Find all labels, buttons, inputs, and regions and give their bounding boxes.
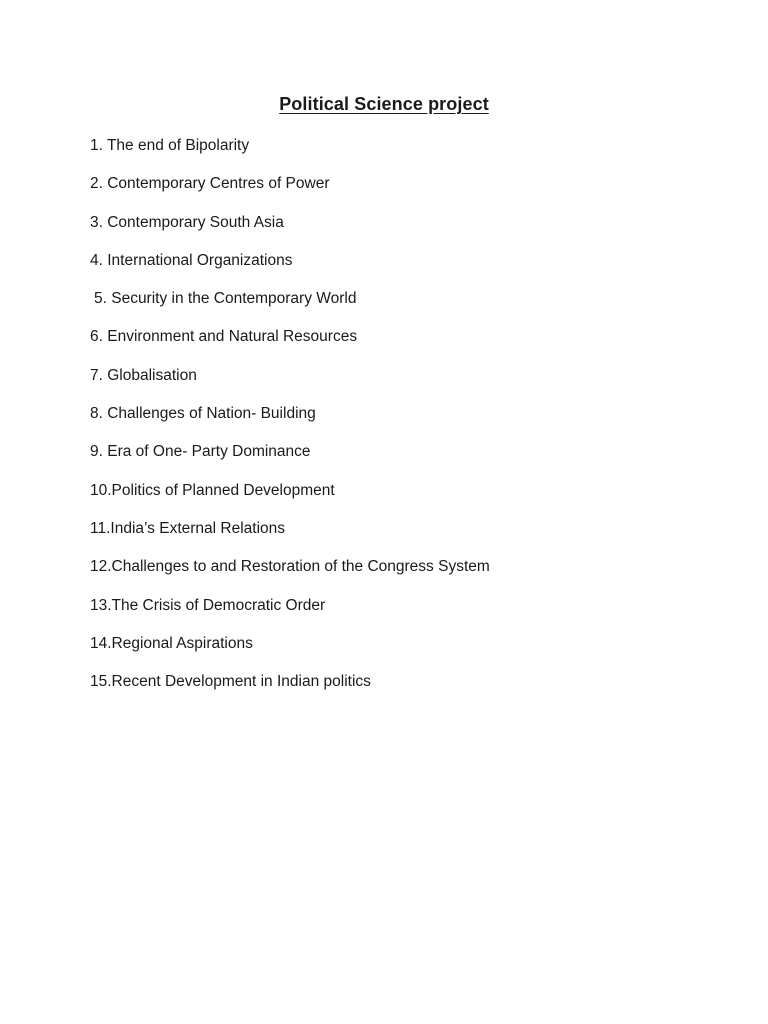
topic-item: 13.The Crisis of Democratic Order [90,596,326,614]
topic-item: 2. Contemporary Centres of Power [90,175,330,193]
topic-item: 9. Era of One- Party Dominance [90,443,311,461]
topic-item: 15.Recent Development in Indian politics [90,673,371,691]
topic-item: 4. International Organizations [90,251,293,269]
topic-item: 12.Challenges to and Restoration of the Congress System [90,558,490,576]
topic-item: 11.India’s External Relations [90,519,286,537]
topic-item: 6. Environment and Natural Resources [90,328,358,346]
topic-item: 8. Challenges of Nation- Building [90,405,316,423]
topic-list [90,136,490,710]
topic-item: 5. Security in the Contemporary World [94,290,357,308]
topic-item: 3. Contemporary South Asia [90,213,284,231]
topic-item: 7. Globalisation [90,366,197,384]
document-title: Political Science project [279,94,489,114]
topic-item: 1. The end of Bipolarity [90,137,250,154]
topic-item: 14.Regional Aspirations [90,634,253,652]
topic-item: 10.Politics of Planned Development [90,481,335,499]
